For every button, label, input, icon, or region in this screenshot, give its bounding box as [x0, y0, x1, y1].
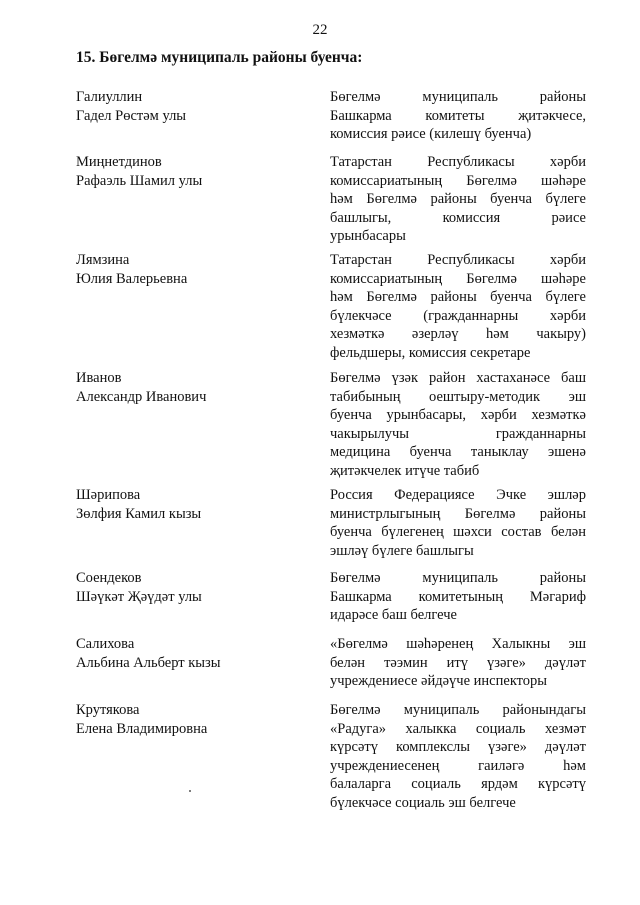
member-surname: Лямзина [76, 252, 130, 268]
position-line: бүлекчәсе социаль эш белгече [330, 794, 516, 811]
position-line: һәм Бөгелмә районы буенча бүлеге [330, 289, 586, 305]
position-line: учреждениесенең гаиләгә һәм [330, 757, 586, 774]
member-surname: Миңнетдинов [76, 154, 162, 170]
position-line: «Бөгелмә шәһәренең Халыкны эш [330, 636, 586, 652]
member-position [330, 153, 586, 246]
member-position [330, 486, 586, 560]
position-line: Башкарма комитеты җитәкчесе, [330, 107, 586, 124]
position-line: комиссариатының Бөгелмә шәһәре [330, 172, 586, 189]
member-given-name: Елена Владимировна [76, 720, 208, 737]
member-name [76, 701, 316, 738]
member-given-name: Альбина Альберт кызы [76, 654, 221, 671]
position-line: буенча урынбасары, хәрби хезмәткә [330, 407, 586, 423]
member-name [76, 486, 316, 523]
member-given-name: Рафаэль Шамил улы [76, 172, 203, 189]
page-number: 22 [312, 22, 328, 38]
position-line: башлыгы, комиссия рәисе [330, 209, 586, 226]
position-line: хезмәткә әзерләү һәм чакыру) [330, 326, 586, 342]
position-line: табибының оештыру-методик эш [330, 388, 586, 405]
position-line: Татарстан Республикасы хәрби [330, 154, 586, 170]
section-heading: 15. Бөгелмә муниципаль районы буенча: [76, 49, 363, 66]
position-line: балаларга социаль ярдәм күрсәтү [330, 776, 586, 792]
member-position [330, 701, 586, 812]
position-line: Башкарма комитетының Мәгариф [330, 588, 586, 605]
member-given-name: Шәүкәт Җәүдәт улы [76, 588, 202, 605]
position-line: буенча бүлегенең шәхси состав белән [330, 524, 586, 540]
member-surname: Крутякова [76, 702, 140, 718]
member-surname: Соендеков [76, 570, 142, 586]
member-name [76, 153, 316, 190]
position-line: Бөгелмә муниципаль районы [330, 89, 586, 105]
position-line: күрсәтү комплекслы үзәге» дәүләт [330, 739, 586, 755]
position-line: медицина буенча таныклау эшенә [330, 444, 586, 460]
member-name [76, 569, 316, 606]
member-surname: Галиуллин [76, 89, 143, 105]
member-surname: Шәрипова [76, 487, 141, 503]
member-position [330, 635, 586, 691]
member-surname: Салихова [76, 636, 135, 652]
member-surname: Иванов [76, 370, 122, 386]
member-given-name: Александр Иванович [76, 388, 207, 405]
member-position [330, 251, 586, 362]
member-name [76, 251, 316, 288]
position-line: урынбасары [330, 228, 406, 244]
position-line: Татарстан Республикасы хәрби [330, 252, 586, 268]
position-line: Бөгелмә үзәк район хастаханәсе баш [330, 370, 586, 386]
position-line: һәм Бөгелмә районы буенча бүлеге [330, 191, 586, 207]
position-line: эшләү бүлеге башлыгы [330, 542, 474, 559]
position-line: «Радуга» халыкка социаль хезмәт [330, 720, 586, 737]
position-line: чакырылучы гражданнарны [330, 425, 586, 442]
position-line: белән тәэмин итү үзәге» дәүләт [330, 654, 586, 671]
position-line: учреждениесе әйдәүче инспекторы [330, 673, 548, 689]
position-line: комиссариатының Бөгелмә шәһәре [330, 270, 586, 287]
member-name [76, 635, 316, 672]
member-given-name: Гадел Рөстәм улы [76, 107, 187, 124]
position-line: комиссия рәисе (килешү буенча) [330, 126, 532, 142]
position-line: Бөгелмә муниципаль районы [330, 570, 586, 586]
member-given-name: Юлия Валерьевна [76, 270, 188, 287]
position-line: министрлыгының Бөгелмә районы [330, 505, 586, 522]
member-name [76, 88, 316, 125]
member-position [330, 369, 586, 480]
member-position [330, 569, 586, 625]
member-position [330, 88, 586, 144]
position-line: идарәсе баш белгече [330, 607, 457, 623]
position-line: бүлекчәсе (гражданнарны хәрби [330, 307, 586, 324]
position-line: Бөгелмә муниципаль районындагы [330, 702, 586, 718]
stray-dot-mark [189, 790, 191, 792]
member-given-name: Зөлфия Камил кызы [76, 505, 202, 522]
position-line: фельдшеры, комиссия секретаре [330, 344, 531, 361]
member-name [76, 369, 316, 406]
position-line: Россия Федерациясе Эчке эшләр [330, 487, 586, 503]
position-line: җитәкчелек итүче табиб [330, 462, 480, 479]
